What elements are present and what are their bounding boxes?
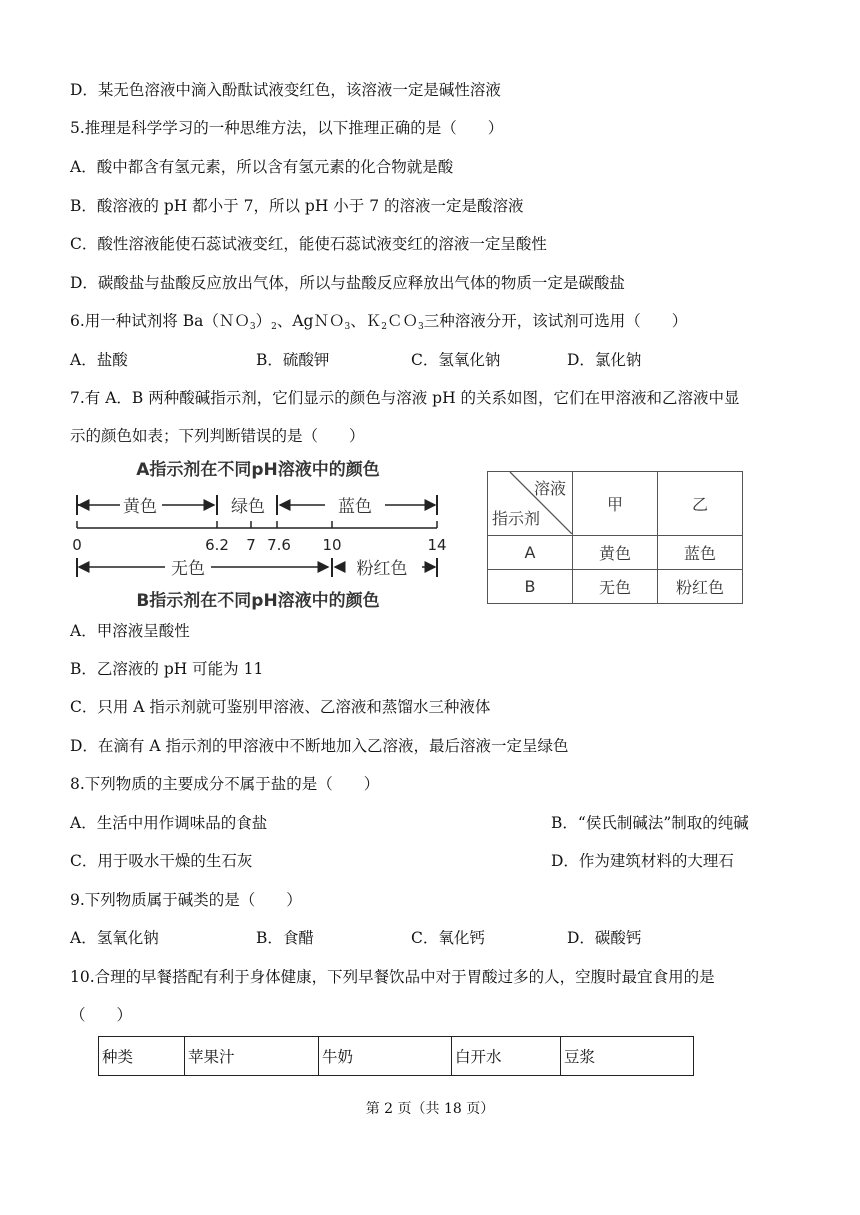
corner-label-indicator: 指示剂 xyxy=(492,509,541,528)
table-row xyxy=(99,1037,694,1076)
q9-option-d: D．碳酸钙 xyxy=(567,929,642,947)
q7-stem-line2: 示的颜色如表；下列判断错误的是（ ） xyxy=(70,427,365,445)
q6-option-c: C．氢氧化钠 xyxy=(411,351,501,369)
q6-option-a: A．盐酸 xyxy=(70,351,128,369)
row-name: A xyxy=(488,536,573,570)
tick-14: 14 xyxy=(427,536,447,554)
cell-jia: 无色 xyxy=(573,570,658,604)
tick-10: 10 xyxy=(322,536,342,554)
table-corner-cell xyxy=(488,472,573,536)
breakfast-drinks-table xyxy=(98,1036,694,1076)
food-cell-category: 种类 xyxy=(99,1037,185,1076)
col-header-jia: 甲 xyxy=(573,472,658,536)
food-cell-soymilk: 豆浆 xyxy=(561,1037,694,1076)
range-b-pink: 粉红色 xyxy=(356,559,408,579)
row-name: B xyxy=(488,570,573,604)
range-b-colorless: 无色 xyxy=(171,559,205,579)
q8-stem: 8.下列物质的主要成分不属于盐的是（ ） xyxy=(70,775,380,793)
q5-option-c: C．酸性溶液能使石蕊试液变红，能使石蕊试液变红的溶液一定呈酸性 xyxy=(70,235,547,253)
q7-option-c: C．只用 A 指示剂就可鉴别甲溶液、乙溶液和蒸馏水三种液体 xyxy=(70,698,491,716)
q8-option-d: D．作为建筑材料的大理石 xyxy=(551,852,734,870)
q9-stem: 9.下列物质属于碱类的是（ ） xyxy=(70,891,302,909)
q5-option-d: D．碳酸盐与盐酸反应放出气体，所以与盐酸反应释放出气体的物质一定是碳酸盐 xyxy=(70,274,625,292)
cell-jia: 黄色 xyxy=(573,536,658,570)
range-a-blue: 蓝色 xyxy=(338,497,372,517)
q6-option-b: B．硫酸钾 xyxy=(256,351,330,369)
indicator-color-table xyxy=(487,471,743,604)
q5-option-a: A．酸中都含有氢元素，所以含有氢元素的化合物就是酸 xyxy=(70,158,454,176)
tick-7-6: 7.6 xyxy=(267,536,291,554)
tick-6-2: 6.2 xyxy=(205,536,229,554)
q8-option-a: A．生活中用作调味品的食盐 xyxy=(70,814,268,832)
cell-yi: 蓝色 xyxy=(658,536,743,570)
food-cell-apple-juice: 苹果汁 xyxy=(185,1037,319,1076)
tick-0: 0 xyxy=(72,536,82,554)
q6-stem: 6.用一种试剂将 $Ba(NO_3)_2$、AgＮＯ$_3$、Ｋ$_2$ＣＯ$_3$三种溶液分开，该试剂可选用（ ） xyxy=(70,312,688,332)
q7-option-b: B．乙溶液的 pH 可能为 11 xyxy=(70,660,264,678)
q7-stem-line1: 7.有 A．B 两种酸碱指示剂，它们显示的颜色与溶液 pH 的关系如图，它们在甲溶液和乙溶液中显 xyxy=(70,389,740,407)
page-footer: 第 2 页（共 18 页） xyxy=(365,1101,495,1117)
q9-option-a: A．氢氧化钠 xyxy=(70,929,159,947)
q10-stem-line2: （ ） xyxy=(70,1006,133,1024)
diagram-title-a: A指示剂在不同pH溶液中的颜色 xyxy=(136,460,380,480)
q8-option-b: B．“侯氏制碱法”制取的纯碱 xyxy=(551,814,749,832)
q5-option-b: B．酸溶液的 pH 都小于 7，所以 pH 小于 7 的溶液一定是酸溶液 xyxy=(70,197,524,215)
q7-option-d: D．在滴有 A 指示剂的甲溶液中不断地加入乙溶液，最后溶液一定呈绿色 xyxy=(70,737,569,755)
q4-option-d: D．某无色溶液中滴入酚酞试液变红色，该溶液一定是碱性溶液 xyxy=(70,81,501,99)
range-a-yellow: 黄色 xyxy=(123,497,157,517)
q9-option-b: B．食醋 xyxy=(256,929,314,947)
table-row xyxy=(488,536,743,570)
col-header-yi: 乙 xyxy=(658,472,743,536)
tick-7: 7 xyxy=(246,536,256,554)
q7-option-a: A．甲溶液呈酸性 xyxy=(70,622,190,640)
food-cell-water: 白开水 xyxy=(452,1037,561,1076)
q10-stem-line1: 10.合理的早餐搭配有利于身体健康，下列早餐饮品中对于胃酸过多的人，空腹时最宜食用的是 xyxy=(70,968,715,986)
q9-option-c: C．氧化钙 xyxy=(411,929,485,947)
food-cell-milk: 牛奶 xyxy=(319,1037,452,1076)
indicator-ph-diagram xyxy=(70,455,450,615)
corner-label-solution: 溶液 xyxy=(533,479,566,498)
q5-stem: 5.推理是科学学习的一种思维方法，以下推理正确的是（ ） xyxy=(70,119,504,137)
range-a-green: 绿色 xyxy=(231,497,265,517)
q6-option-d: D．氯化钠 xyxy=(567,351,642,369)
q8-option-c: C．用于吸水干燥的生石灰 xyxy=(70,852,253,870)
cell-yi: 粉红色 xyxy=(658,570,743,604)
table-row xyxy=(488,570,743,604)
diagram-title-b: B指示剂在不同pH溶液中的颜色 xyxy=(136,591,380,611)
